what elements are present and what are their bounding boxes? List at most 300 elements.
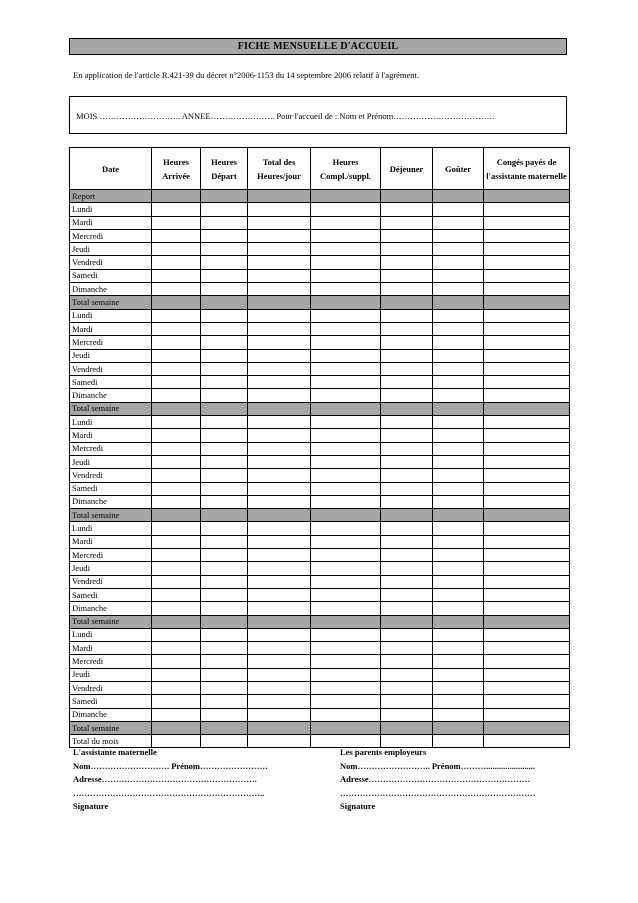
entry-cell[interactable]	[433, 283, 484, 296]
entry-cell[interactable]	[381, 203, 433, 216]
entry-cell[interactable]	[311, 549, 381, 562]
entry-cell[interactable]	[433, 681, 484, 694]
entry-cell[interactable]	[201, 575, 248, 588]
row-label: Samedi	[70, 376, 152, 389]
entry-cell[interactable]	[201, 429, 248, 442]
entry-cell[interactable]	[484, 269, 570, 282]
entry-cell	[152, 296, 201, 309]
entry-cell[interactable]	[201, 416, 248, 429]
entry-cell[interactable]	[433, 549, 484, 562]
entry-cell[interactable]	[248, 216, 311, 229]
entry-cell[interactable]	[201, 389, 248, 402]
entry-cell[interactable]	[248, 376, 311, 389]
entry-cell[interactable]	[152, 309, 201, 322]
entry-cell[interactable]	[152, 588, 201, 601]
entry-cell[interactable]	[248, 575, 311, 588]
entry-cell[interactable]	[152, 668, 201, 681]
entry-cell[interactable]	[484, 482, 570, 495]
entry-cell[interactable]	[433, 376, 484, 389]
entry-cell[interactable]	[484, 256, 570, 269]
entry-cell[interactable]	[433, 442, 484, 455]
entry-cell[interactable]	[381, 455, 433, 468]
row-label: Dimanche	[70, 708, 152, 721]
entry-cell[interactable]	[201, 322, 248, 335]
mois-annee-line: MOIS ……………………….. ANNEE………………….. Pour l'accueil de : Nom et Prénom………………………………	[76, 111, 496, 121]
entry-cell[interactable]	[152, 203, 201, 216]
entry-cell[interactable]	[152, 575, 201, 588]
table-row	[70, 549, 570, 562]
entry-cell[interactable]	[484, 389, 570, 402]
entry-cell[interactable]	[152, 362, 201, 375]
table-row	[70, 482, 570, 495]
entry-cell[interactable]	[152, 389, 201, 402]
entry-cell[interactable]	[248, 269, 311, 282]
entry-cell	[433, 402, 484, 415]
entry-cell	[248, 402, 311, 415]
entry-cell[interactable]	[484, 495, 570, 508]
entry-cell[interactable]	[201, 229, 248, 242]
row-label: Mercredi	[70, 336, 152, 349]
entry-cell[interactable]	[311, 708, 381, 721]
entry-cell[interactable]	[484, 469, 570, 482]
entry-cell[interactable]	[201, 655, 248, 668]
entry-cell[interactable]	[381, 642, 433, 655]
entry-cell[interactable]	[484, 522, 570, 535]
entry-cell[interactable]	[381, 362, 433, 375]
entry-cell[interactable]	[248, 362, 311, 375]
entry-cell[interactable]	[484, 695, 570, 708]
entry-cell[interactable]	[381, 549, 433, 562]
entry-cell[interactable]	[433, 243, 484, 256]
entry-cell[interactable]	[381, 429, 433, 442]
entry-cell[interactable]	[248, 535, 311, 548]
entry-cell[interactable]	[433, 535, 484, 548]
table-row	[70, 695, 570, 708]
entry-cell[interactable]	[381, 708, 433, 721]
table-row	[70, 642, 570, 655]
table-row	[70, 668, 570, 681]
table-row	[70, 681, 570, 694]
entry-cell[interactable]	[381, 216, 433, 229]
entry-cell[interactable]	[484, 655, 570, 668]
entry-cell[interactable]	[484, 283, 570, 296]
entry-cell[interactable]	[311, 269, 381, 282]
entry-cell[interactable]	[311, 535, 381, 548]
entry-cell[interactable]	[433, 588, 484, 601]
entry-cell[interactable]	[311, 695, 381, 708]
entry-cell[interactable]	[201, 243, 248, 256]
entry-cell[interactable]	[201, 602, 248, 615]
entry-cell[interactable]	[484, 442, 570, 455]
entry-cell[interactable]	[248, 309, 311, 322]
table-row	[70, 522, 570, 535]
entry-cell[interactable]	[433, 562, 484, 575]
entry-cell[interactable]	[248, 256, 311, 269]
table-row	[70, 389, 570, 402]
entry-cell[interactable]	[201, 482, 248, 495]
entry-cell[interactable]	[152, 562, 201, 575]
entry-cell[interactable]	[152, 442, 201, 455]
entry-cell[interactable]	[152, 455, 201, 468]
table-row	[70, 455, 570, 468]
entry-cell[interactable]	[152, 535, 201, 548]
entry-cell[interactable]	[311, 495, 381, 508]
entry-cell[interactable]	[311, 588, 381, 601]
entry-cell[interactable]	[484, 429, 570, 442]
entry-cell[interactable]	[484, 575, 570, 588]
entry-cell[interactable]	[201, 708, 248, 721]
entry-cell[interactable]	[433, 322, 484, 335]
entry-cell[interactable]	[381, 322, 433, 335]
entry-cell[interactable]	[248, 482, 311, 495]
entry-cell[interactable]	[311, 429, 381, 442]
entry-cell[interactable]	[201, 695, 248, 708]
entry-cell[interactable]	[311, 283, 381, 296]
entry-cell[interactable]	[381, 269, 433, 282]
entry-cell[interactable]	[248, 229, 311, 242]
entry-cell[interactable]	[248, 349, 311, 362]
entry-cell[interactable]	[381, 562, 433, 575]
entry-cell[interactable]	[311, 389, 381, 402]
entry-cell[interactable]	[248, 655, 311, 668]
entry-cell[interactable]	[311, 575, 381, 588]
entry-cell	[248, 190, 311, 203]
entry-cell[interactable]	[433, 362, 484, 375]
entry-cell[interactable]	[152, 495, 201, 508]
entry-cell[interactable]	[248, 588, 311, 601]
entry-cell[interactable]	[201, 549, 248, 562]
entry-cell[interactable]	[311, 442, 381, 455]
entry-cell[interactable]	[152, 376, 201, 389]
entry-cell[interactable]	[311, 668, 381, 681]
entry-cell[interactable]	[311, 336, 381, 349]
entry-cell[interactable]	[433, 416, 484, 429]
entry-cell[interactable]	[484, 243, 570, 256]
entry-cell[interactable]	[248, 642, 311, 655]
entry-cell[interactable]	[484, 455, 570, 468]
row-label: Mardi	[70, 429, 152, 442]
row-label: Mardi	[70, 216, 152, 229]
entry-cell[interactable]	[484, 203, 570, 216]
entry-cell[interactable]	[201, 628, 248, 641]
entry-cell[interactable]	[381, 469, 433, 482]
assistante-dots-line: …………………………………………………………..	[73, 787, 265, 798]
entry-cell[interactable]	[381, 229, 433, 242]
entry-cell[interactable]	[484, 416, 570, 429]
entry-cell[interactable]	[152, 229, 201, 242]
entry-cell[interactable]	[248, 628, 311, 641]
entry-cell[interactable]	[484, 376, 570, 389]
row-label: Report	[70, 190, 152, 203]
entry-cell[interactable]	[381, 309, 433, 322]
entry-cell[interactable]	[433, 628, 484, 641]
entry-cell[interactable]	[433, 469, 484, 482]
entry-cell[interactable]	[484, 708, 570, 721]
entry-cell[interactable]	[381, 655, 433, 668]
entry-cell[interactable]	[381, 695, 433, 708]
entry-cell	[433, 190, 484, 203]
row-label: Samedi	[70, 588, 152, 601]
entry-cell[interactable]	[381, 535, 433, 548]
entry-cell[interactable]	[433, 695, 484, 708]
entry-cell[interactable]	[381, 416, 433, 429]
entry-cell[interactable]	[381, 283, 433, 296]
entry-cell[interactable]	[248, 243, 311, 256]
entry-cell[interactable]	[201, 535, 248, 548]
row-label: Dimanche	[70, 495, 152, 508]
entry-cell[interactable]	[484, 549, 570, 562]
entry-cell[interactable]	[381, 389, 433, 402]
entry-cell[interactable]	[381, 336, 433, 349]
row-label: Total semaine	[70, 721, 152, 734]
entry-cell[interactable]	[152, 482, 201, 495]
entry-cell[interactable]	[433, 389, 484, 402]
table-row	[70, 509, 570, 522]
entry-cell[interactable]	[152, 322, 201, 335]
entry-cell[interactable]	[248, 442, 311, 455]
entry-cell[interactable]	[201, 203, 248, 216]
entry-cell[interactable]	[152, 336, 201, 349]
entry-cell[interactable]	[311, 349, 381, 362]
entry-cell[interactable]	[433, 309, 484, 322]
entry-cell[interactable]	[311, 562, 381, 575]
row-label: Jeudi	[70, 243, 152, 256]
entry-cell[interactable]	[311, 309, 381, 322]
entry-cell[interactable]	[311, 602, 381, 615]
entry-cell[interactable]	[248, 522, 311, 535]
entry-cell[interactable]	[248, 602, 311, 615]
entry-cell[interactable]	[311, 522, 381, 535]
row-label: Vendredi	[70, 575, 152, 588]
entry-cell	[311, 190, 381, 203]
entry-cell[interactable]	[248, 681, 311, 694]
entry-cell[interactable]	[381, 243, 433, 256]
entry-cell[interactable]	[152, 549, 201, 562]
table-row	[70, 469, 570, 482]
entry-cell[interactable]	[433, 642, 484, 655]
entry-cell[interactable]	[248, 562, 311, 575]
entry-cell[interactable]	[484, 602, 570, 615]
row-label: Jeudi	[70, 349, 152, 362]
entry-cell[interactable]	[201, 562, 248, 575]
entry-cell	[311, 721, 381, 734]
entry-cell[interactable]	[433, 455, 484, 468]
entry-cell[interactable]	[484, 349, 570, 362]
entry-cell[interactable]	[152, 416, 201, 429]
entry-cell[interactable]	[248, 668, 311, 681]
entry-cell[interactable]	[201, 269, 248, 282]
entry-cell[interactable]	[152, 269, 201, 282]
entry-cell[interactable]	[152, 655, 201, 668]
entry-cell[interactable]	[201, 522, 248, 535]
entry-cell[interactable]	[201, 442, 248, 455]
entry-cell[interactable]	[311, 256, 381, 269]
entry-cell[interactable]	[381, 668, 433, 681]
entry-cell[interactable]	[311, 482, 381, 495]
attendance-table	[69, 147, 570, 748]
table-row	[70, 655, 570, 668]
table-row	[70, 429, 570, 442]
entry-cell[interactable]	[484, 336, 570, 349]
entry-cell[interactable]	[248, 549, 311, 562]
entry-cell[interactable]	[311, 322, 381, 335]
entry-cell[interactable]	[433, 655, 484, 668]
entry-cell[interactable]	[484, 362, 570, 375]
entry-cell[interactable]	[484, 642, 570, 655]
entry-cell[interactable]	[201, 376, 248, 389]
entry-cell[interactable]	[484, 562, 570, 575]
entry-cell[interactable]	[311, 216, 381, 229]
row-label: Samedi	[70, 269, 152, 282]
entry-cell[interactable]	[311, 376, 381, 389]
entry-cell[interactable]	[248, 322, 311, 335]
entry-cell[interactable]	[433, 495, 484, 508]
entry-cell[interactable]	[201, 256, 248, 269]
entry-cell[interactable]	[433, 256, 484, 269]
entry-cell[interactable]	[311, 642, 381, 655]
entry-cell[interactable]	[381, 575, 433, 588]
entry-cell[interactable]	[152, 283, 201, 296]
entry-cell[interactable]	[201, 588, 248, 601]
entry-cell[interactable]	[152, 681, 201, 694]
entry-cell[interactable]	[152, 256, 201, 269]
row-label: Lundi	[70, 416, 152, 429]
entry-cell[interactable]	[433, 429, 484, 442]
entry-cell[interactable]	[201, 362, 248, 375]
entry-cell[interactable]	[201, 349, 248, 362]
entry-cell[interactable]	[152, 216, 201, 229]
entry-cell[interactable]	[381, 495, 433, 508]
entry-cell[interactable]	[381, 256, 433, 269]
entry-cell[interactable]	[152, 243, 201, 256]
entry-cell[interactable]	[201, 309, 248, 322]
row-label: Mercredi	[70, 442, 152, 455]
row-label: Total semaine	[70, 509, 152, 522]
entry-cell[interactable]	[152, 695, 201, 708]
entry-cell[interactable]	[433, 349, 484, 362]
entry-cell[interactable]	[484, 668, 570, 681]
entry-cell[interactable]	[433, 482, 484, 495]
row-label: Lundi	[70, 522, 152, 535]
entry-cell[interactable]	[248, 389, 311, 402]
entry-cell[interactable]	[152, 469, 201, 482]
entry-cell[interactable]	[152, 602, 201, 615]
table-row	[70, 203, 570, 216]
entry-cell[interactable]	[433, 602, 484, 615]
entry-cell[interactable]	[484, 229, 570, 242]
entry-cell[interactable]	[311, 416, 381, 429]
row-label: Dimanche	[70, 602, 152, 615]
entry-cell[interactable]	[381, 482, 433, 495]
entry-cell	[201, 296, 248, 309]
entry-cell[interactable]	[433, 216, 484, 229]
table-row	[70, 376, 570, 389]
entry-cell[interactable]	[484, 588, 570, 601]
entry-cell[interactable]	[152, 628, 201, 641]
row-label: Vendredi	[70, 256, 152, 269]
entry-cell[interactable]	[381, 681, 433, 694]
entry-cell[interactable]	[433, 336, 484, 349]
entry-cell[interactable]	[201, 216, 248, 229]
entry-cell[interactable]	[248, 495, 311, 508]
entry-cell[interactable]	[311, 681, 381, 694]
entry-cell[interactable]	[381, 602, 433, 615]
entry-cell[interactable]	[311, 362, 381, 375]
entry-cell[interactable]	[248, 695, 311, 708]
entry-cell[interactable]	[484, 535, 570, 548]
entry-cell	[152, 509, 201, 522]
entry-cell[interactable]	[381, 588, 433, 601]
entry-cell[interactable]	[433, 522, 484, 535]
entry-cell[interactable]	[381, 522, 433, 535]
entry-cell[interactable]	[381, 349, 433, 362]
entry-cell[interactable]	[248, 469, 311, 482]
entry-cell[interactable]	[433, 575, 484, 588]
entry-cell[interactable]	[311, 628, 381, 641]
entry-cell	[484, 509, 570, 522]
entry-cell[interactable]	[152, 708, 201, 721]
entry-cell	[311, 402, 381, 415]
entry-cell[interactable]	[201, 495, 248, 508]
entry-cell[interactable]	[433, 269, 484, 282]
entry-cell[interactable]	[311, 243, 381, 256]
entry-cell[interactable]	[484, 322, 570, 335]
entry-cell[interactable]	[152, 642, 201, 655]
entry-cell[interactable]	[433, 229, 484, 242]
entry-cell[interactable]	[201, 336, 248, 349]
entry-cell[interactable]	[311, 655, 381, 668]
entry-cell[interactable]	[433, 708, 484, 721]
entry-cell[interactable]	[381, 628, 433, 641]
entry-cell[interactable]	[201, 469, 248, 482]
entry-cell[interactable]	[201, 455, 248, 468]
row-label: Jeudi	[70, 562, 152, 575]
assistante-heading: L'assistante maternelle	[73, 747, 157, 757]
entry-cell[interactable]	[484, 681, 570, 694]
entry-cell[interactable]	[248, 429, 311, 442]
entry-cell[interactable]	[433, 203, 484, 216]
entry-cell[interactable]	[311, 229, 381, 242]
entry-cell[interactable]	[152, 522, 201, 535]
entry-cell[interactable]	[248, 283, 311, 296]
entry-cell[interactable]	[381, 442, 433, 455]
entry-cell[interactable]	[484, 628, 570, 641]
entry-cell[interactable]	[311, 469, 381, 482]
entry-cell[interactable]	[201, 681, 248, 694]
entry-cell[interactable]	[381, 376, 433, 389]
entry-cell[interactable]	[152, 349, 201, 362]
entry-cell[interactable]	[248, 336, 311, 349]
entry-cell[interactable]	[311, 455, 381, 468]
entry-cell[interactable]	[152, 429, 201, 442]
entry-cell[interactable]	[201, 642, 248, 655]
entry-cell[interactable]	[484, 309, 570, 322]
entry-cell[interactable]	[248, 416, 311, 429]
entry-cell[interactable]	[248, 455, 311, 468]
entry-cell[interactable]	[484, 216, 570, 229]
col-header-conges: Congés payés de l'assistante maternelle	[484, 148, 570, 190]
row-label: Mercredi	[70, 229, 152, 242]
entry-cell	[433, 509, 484, 522]
table-row	[70, 721, 570, 734]
entry-cell[interactable]	[248, 203, 311, 216]
table-row	[70, 296, 570, 309]
entry-cell[interactable]	[201, 668, 248, 681]
entry-cell[interactable]	[433, 668, 484, 681]
entry-cell[interactable]	[248, 708, 311, 721]
entry-cell[interactable]	[201, 283, 248, 296]
entry-cell[interactable]	[311, 203, 381, 216]
